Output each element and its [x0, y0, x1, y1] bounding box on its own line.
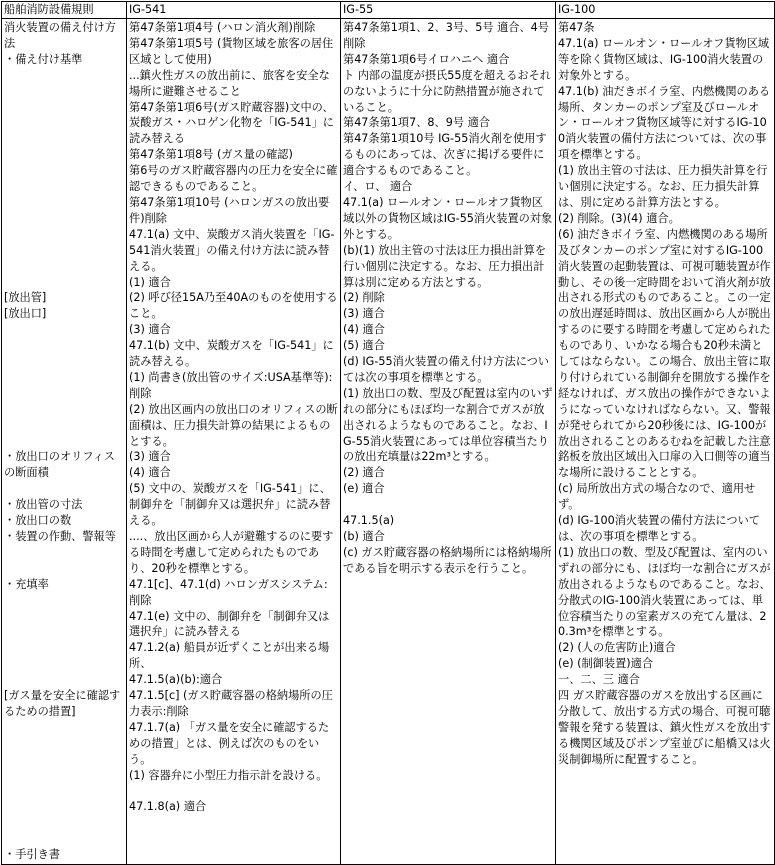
- cell-line: 第47条第1項7、8、9号 適合: [343, 116, 490, 130]
- cell-line: 47.1(a) 文中、炭酸ガス消火装置を「IG-541消火装置」の備え付け方法に読み替える。: [129, 227, 335, 273]
- cell-line: (d) IG-55消火装置の備え付け方法については次の事項を標準とする。: [343, 355, 550, 384]
- cell-line: (1) 放出主管の寸法は、圧力損失計算を行い個別に決定する。なお、圧力損失計算は、別に定める計算方法とする。: [558, 164, 768, 209]
- cell-line: (2) 放出区画内の放出口のオリフィスの断面積は、圧力損失計算の結果によるものとする。: [129, 402, 338, 448]
- cell-line: (2) 削除: [343, 291, 385, 305]
- cell-line: 47.1(b) 油だきボイラ室、内燃機関のある場所、タンカーのポンプ室及びロールオン・ロールオフ貨物区域等に対するIG-100消火装置の備付方法については、次の事項を標準とする。: [558, 84, 771, 162]
- cell-line: [4, 147, 124, 163]
- ig55-cell: [341, 19, 556, 865]
- cell-line: 47.1.8(a) 適合: [129, 800, 207, 814]
- cell-line: (1) 容器弁に小型圧力指示計を設ける。: [129, 768, 328, 782]
- cell-line: 47.1(a) ロールオン・ロールオフ貨物区域以外の貨物区域はIG-55消火装置の対象外とする。: [343, 195, 553, 241]
- cell-line: [4, 752, 124, 768]
- cell-line: [4, 354, 124, 370]
- cell-line: [4, 434, 124, 450]
- cell-line: ・放出口の数: [4, 514, 72, 528]
- cell-line: (1) 放出口の数、型及び配置は、室内のいずれの部分にも、ほぼ均一な割合にガスが放出されるようなものであること。なお、分散式のIG-100消火装置にあっては、単位容積当たりの室素ガスの充てん量は、20.3m³を標準とする。: [558, 545, 771, 639]
- cell-line: (2) 呼び径15A乃至40Aのものを使用すること。: [129, 291, 338, 321]
- cell-line: (1) 尚書き(放出管のサイズ:USA基準等):削除: [129, 370, 333, 400]
- cell-line: [4, 243, 124, 259]
- cell-line: [4, 163, 124, 179]
- cell-line: [4, 322, 124, 338]
- cell-line: (4) 適合: [343, 323, 385, 337]
- cell-line: (1) 適合: [129, 275, 171, 289]
- cell-line: ・充填率: [4, 577, 49, 591]
- cell-line: 第47条第1項6号(ガス貯蔵容器)文中の、炭酸ガス・ハロゲン化物を「IG-541」に読み替える: [129, 100, 334, 146]
- cell-line: 第47条第1項10号 (ハロンガスの放出要件)削除: [129, 195, 330, 225]
- cell-line: [343, 497, 553, 513]
- content-row: [2, 19, 775, 865]
- cell-line: (3) 適合: [129, 450, 171, 464]
- cell-line: (c) ガス貯蔵容器の格納場所には格納場所である旨を明示する表示を行うこと。: [343, 545, 552, 575]
- cell-line: [4, 784, 124, 800]
- cell-line: [放出管]: [4, 291, 47, 305]
- header-ig55: IG-55: [341, 2, 556, 19]
- cell-line: [4, 481, 124, 497]
- cell-line: ....、放出区画から人が避難するのに要する時間を考慮して定められたものであり、20秒を標準とする。: [129, 530, 334, 575]
- cell-line: 第47条第1項1、2、3号、5号 適合、4号 削除: [343, 21, 549, 50]
- cell-line: 47.1.5(a)(b):適合: [129, 673, 223, 687]
- cell-line: [4, 831, 124, 847]
- cell-line: [4, 768, 124, 784]
- cell-line: 第47条第1項5号 (貨物区域を旅客の居住区域として使用): [129, 36, 334, 66]
- cell-line: 47.1(b) 文中、炭酸ガスを「IG-541」に読み替える。: [129, 339, 334, 369]
- cell-line: [4, 100, 124, 116]
- cell-line: [4, 672, 124, 688]
- cell-line: 消火装置の備え付け方法: [4, 21, 116, 50]
- cell-line: (e) (制御装置)適合: [558, 657, 654, 671]
- cell-line: [4, 593, 124, 609]
- cell-line: [4, 624, 124, 640]
- cell-line: [4, 720, 124, 736]
- cell-line: [4, 736, 124, 752]
- cell-line: ・装置の作動、警報等: [4, 530, 116, 543]
- cell-line: 第47条第1項4号 (ハロン消火剤)削除: [129, 21, 316, 34]
- cell-line: (2) 適合: [343, 466, 385, 480]
- cell-line: 47.1.5[c] (ガス貯蔵容器の格納場所の圧力表示:削除: [129, 689, 333, 718]
- cell-line: 第47条: [558, 21, 595, 34]
- cell-line: [4, 275, 124, 291]
- cell-line: (2) 削除。(3)(4) 適合。: [558, 211, 680, 225]
- cell-line: [4, 656, 124, 672]
- cell-line: [4, 227, 124, 243]
- ig100-cell: [556, 19, 775, 865]
- cell-line: 一、二、三 適合: [558, 673, 640, 687]
- regulation-comparison-table: [1, 1, 775, 865]
- cell-line: イ、ロ、 適合: [343, 180, 413, 194]
- cell-line: 47.1.2(a) 船員が近ずくことが出来る場所、: [129, 641, 330, 671]
- cell-line: (6) 油だきボイラ室、内燃機関のある場所及びタンカーのポンプ室に対するIG-100消火装置の起動装置は、可視可聴装置が作動し、その後一定時間をおいて消火剤が放出される形式のものであること。この一定の放出遅延時間は、放出区画から人が脱出するのに要する時間を考慮して定められたものであり、いかなる場合も20秒未満としてはならない。この場合、放出主管に取り付けられている制御弁を開放する操作を経なければ、ガス放出の操作ができないようになっていなければならない。又、警報が発せられてから20秒後には、IG-100が放出されることのあるむねを記載した注意銘板を放出区域出入口扉の入口側等の適当な場所に設けることとする。: [558, 227, 771, 480]
- cell-line: 47.1[c]、47.1(d) ハロンガスシステム:削除: [129, 577, 328, 607]
- cell-line: (b)(1) 放出主管の寸法は圧力損出計算を行い個別に決定する。なお、圧力損出計算は別に定める方法とする。: [343, 243, 547, 289]
- header-row: [2, 2, 775, 19]
- header-ig100: IG-100: [556, 2, 775, 19]
- cell-line: (c) 局所放出方式の場合なので、適用せず。: [558, 482, 756, 512]
- cell-line: [4, 84, 124, 100]
- cell-line: [4, 370, 124, 386]
- cell-line: ・放出口のオリフィスの断面積: [4, 450, 115, 480]
- cell-line: ・放出管の寸法: [4, 498, 83, 512]
- cell-line: [4, 402, 124, 418]
- cell-line: ...鎮火性ガスの放出前に、旅客を安全な場所に避難させること: [129, 68, 330, 98]
- cell-line: 47.1.7(a) 「ガス量を安全に確認するための措置」とは、例えば次のものをいう。: [129, 720, 330, 766]
- cell-line: [4, 561, 124, 577]
- header-ig541: IG-541: [127, 2, 341, 19]
- cell-line: (4) 適合: [129, 466, 171, 480]
- cell-line: (5) 文中の、炭酸ガスを「IG-541」に、制御弁を「制御弁又は選択弁」に読み替える。: [129, 482, 331, 528]
- cell-line: (e) 適合: [343, 482, 385, 496]
- cell-line: 第6号のガス貯蔵容器内の圧力を安全に確認できるものであること。: [129, 164, 338, 194]
- cell-line: ト 内部の温度が摂氏55度を超えるおそれのないように十分に防熱措置が施されていること。: [343, 68, 551, 114]
- cell-line: (2) (人の危害防止)適合: [558, 641, 676, 655]
- cell-line: [放出口]: [4, 307, 47, 321]
- cell-line: [4, 609, 124, 625]
- ig541-cell: [127, 19, 341, 865]
- cell-line: 第47条第1項6号イロハニヘ 適合: [343, 52, 510, 66]
- cell-line: [4, 799, 124, 815]
- header-regulation: 船舶消防設備規則: [2, 2, 127, 19]
- cell-line: ・手引き書: [4, 848, 60, 862]
- cell-line: [4, 179, 124, 195]
- cell-line: [ガス量を安全に確認するための措置]: [4, 689, 121, 718]
- cell-line: ・備え付け基準: [4, 52, 83, 66]
- cell-line: [4, 131, 124, 147]
- cell-line: [4, 545, 124, 561]
- cell-line: [4, 418, 124, 434]
- cell-line: (3) 適合: [129, 323, 171, 337]
- cell-line: (1) 放出口の数、型及び配置は室内のいずれの部分にもほぼ均一な割合でガスが放出されるようなものであること。なお、IG-55消火装置にあっては単位容積当たりの放出充填量は22m³とする。: [343, 386, 553, 464]
- cell-line: [4, 211, 124, 227]
- cell-line: [129, 784, 338, 800]
- cell-line: [4, 259, 124, 275]
- cell-line: [4, 68, 124, 84]
- cell-line: [4, 338, 124, 354]
- regulation-items-cell: [2, 19, 127, 865]
- cell-line: (d) IG-100消火装置の備付方法については、次の事項を標準とする。: [558, 514, 760, 543]
- cell-line: [4, 640, 124, 656]
- cell-line: [4, 815, 124, 831]
- cell-line: 47.1(a) ロールオン・ロールオフ貨物区域等を除く貨物区域は、IG-100消火装置の対象外とする。: [558, 36, 770, 82]
- cell-line: 第47条第1項8号 (ガス量の確認): [129, 148, 293, 162]
- cell-line: [4, 115, 124, 131]
- cell-line: [4, 195, 124, 211]
- cell-line: (3) 適合: [343, 307, 385, 321]
- cell-line: 47.1.5(a): [343, 514, 395, 528]
- cell-line: 四 ガス貯蔵容器のガスを放出する区画に分散して、放出する方式の場合、可視可聴警報を発する装置は、鎮火性ガスを放出する機関区域及びポンプ室並びに船橋又は火災制御場所に配置すること。: [558, 689, 771, 766]
- cell-line: (5) 適合: [343, 339, 385, 353]
- cell-line: 47.1(e) 文中の、制御弁を「制御弁又は選択弁」に読み替える: [129, 609, 330, 639]
- cell-line: 第47条第1項10号 IG-55消火剤を使用するものにあっては、次ぎに掲げる要件に適合するものであること。: [343, 132, 547, 178]
- cell-line: [4, 386, 124, 402]
- cell-line: (b) 適合: [343, 530, 385, 543]
